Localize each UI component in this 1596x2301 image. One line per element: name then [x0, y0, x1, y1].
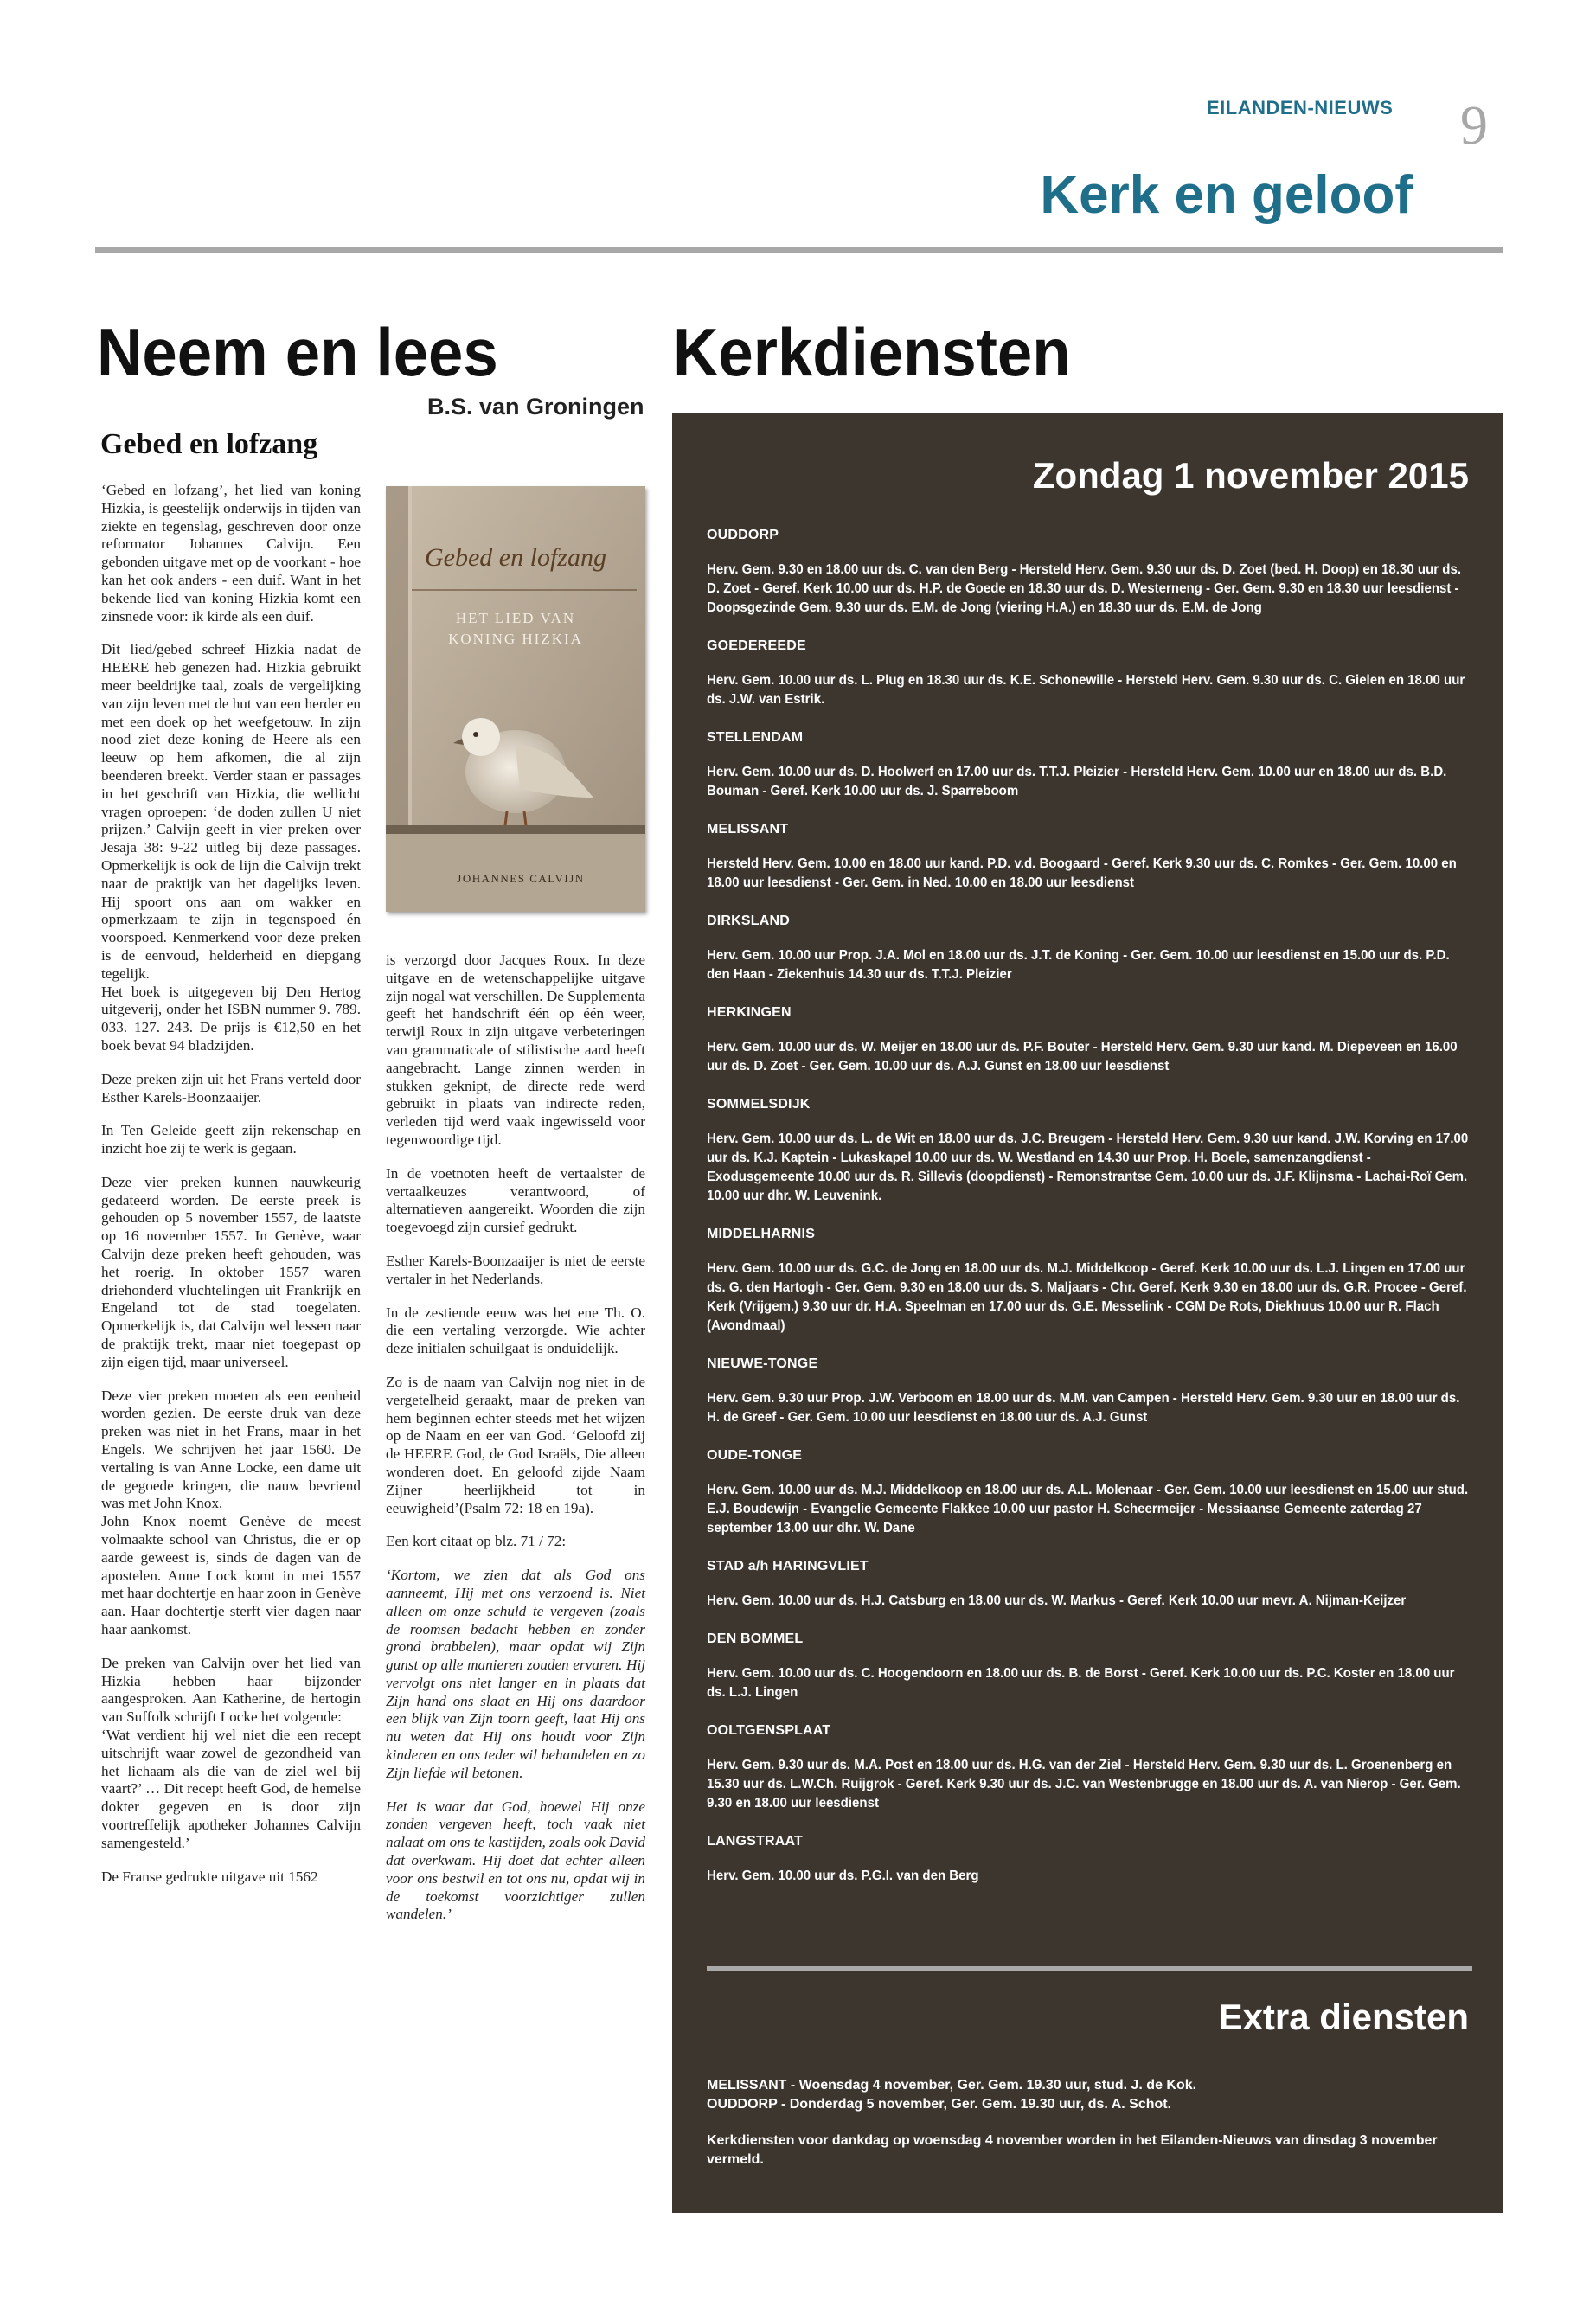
region-services: Herv. Gem. 9.30 en 18.00 uur ds. C. van den Berg - Hersteld Herv. Gem. 9.30 uur ds. D. Zoet (bed. H. Doop) en 18.30 uur ds. D. Zoet - Geref. Kerk 10.00 uur ds. H.P. de Goede en 18.30 uur ds. D. Westerneng - Ger. Gem. 9.30 en 18.30 uur leesdienst - Doopsgezinde Gem. 9.30 uur ds. E.M. de Jong (viering H.A.) en 18.30 uur ds. E.M. de Jong [707, 562, 1462, 615]
region-services: Herv. Gem. 10.00 uur ds. L. de Wit en 18.00 uur ds. J.C. Breugem - Hersteld Herv. Gem. 9.30 uur kand. J.W. Korving en 17.00 uur ds. K.J. Kaptein - Lukaskapel 10.00 uur ds. W. Westland en 14.30 uur Prop. H. Boele, samenzangdienst - Exodusgemeente 10.00 uur ds. R. Sillevis (doopdienst) - Remonstrantse Gem. 10.00 uur ds. J.F. Klijnsma - Lachai-Roï Gem. 10.00 uur dhr. W. Leuvenink. [707, 1131, 1469, 1203]
region-middelharnis [707, 1227, 1472, 1336]
paragraph: is verzorgd door Jacques Roux. In deze uitgave en de wetenschappelijke uitgave zijn nogal wat verschillen. De Supplementa geeft het handschrift één op één weer, terwijl Roux in zijn uitgave verbeteringen van grammaticale of stilistische aard heeft aangebracht. Lange zinnen werden in stukken geknipt, de directe rede werd gebruikt in plaats van indirecte reden, verleden tijd werd vaak ingewisseld voor tegenwoordige tijd. [386, 952, 645, 1148]
region-melissant [707, 822, 1472, 893]
region-name: DIRKSLAND [707, 913, 791, 928]
region-name: DEN BOMMEL [707, 1631, 804, 1646]
region-name: HERKINGEN [707, 1005, 792, 1020]
paragraph: Een kort citaat op blz. 71 / 72: [386, 1533, 567, 1550]
region-nieuwe-tonge [707, 1356, 1472, 1427]
article-subtitle: Gebed en lofzang [100, 428, 318, 460]
paragraph: Deze vier preken kunnen nauwkeurig gedateerd worden. De eerste preek is gehouden op 5 november 1557, de laatste op 16 november 1557. In Genève, waar Calvijn deze preken heeft gehouden, was het roerig. In oktober 1557 waren driehonderd vluchtelingen uit Frankrijk en Engeland tot de stad toegelaten. Opmerkelijk is, dat Calvijn wel lessen naar de praktijk trekt, maar niet toegepast op zijn eigen tijd, maar universeel. [101, 1173, 361, 1370]
region-services: Herv. Gem. 10.00 uur ds. D. Hoolwerf en 17.00 uur ds. T.T.J. Pleizier - Hersteld Herv. Gem. 10.00 uur en 18.00 uur ds. B.D. Bouman - Geref. Kerk 10.00 uur ds. J. Sparreboom [707, 765, 1447, 798]
service-list [707, 528, 1472, 1907]
paragraph: Het boek is uitgegeven bij Den Hertog uitgeverij, onder het ISBN nummer 9. 789. 033. 127. 243. De prijs is €12,50 en het boek bevat 94 bladzijden. [101, 983, 361, 1054]
region-name: MIDDELHARNIS [707, 1227, 816, 1241]
region-goedereede [707, 638, 1472, 709]
article-author: B.S. van Groningen [427, 394, 644, 420]
article-column-1 [101, 482, 361, 1901]
quote-text: Het is waar dat God, hoewel Hij onze zonden vergeven heeft, toch vaak niet nalaat om ons te kastijden, zoals ook David dat overkwam. Hij doet dat echter alleen voor ons bestwil en tot ons nu, opdat wij in de toekomst voorzichtiger zullen wandelen.’ [386, 1798, 645, 1923]
paragraph: In Ten Geleide geeft zijn rekenschap en inzicht hoe zij te werk is gegaan. [101, 1122, 361, 1157]
region-name: MELISSANT [707, 822, 789, 836]
region-services: Herv. Gem. 10.00 uur ds. H.J. Catsburg en 18.00 uur ds. W. Markus - Geref. Kerk 10.00 uur mevr. A. Nijman-Keijzer [707, 1593, 1407, 1608]
paragraph: ‘Gebed en lofzang’, het lied van koning Hizkia, is geestelijk onderwijs in tijden van ziekte en tegenslag, geschreven door onze reformator Johannes Calvijn. Een gebonden uitgave met op de voorkant - hoe kan het ook anders - een duif. Want in het bekende lied van koning Hizkia komt een zinsnede voor: ik kirde als een duif. [101, 482, 361, 625]
region-name: GOEDEREEDE [707, 638, 806, 653]
quote-text: ‘Kortom, we zien dat als God ons aanneemt, Hij met ons verzoend is. Niet alleen om onze schuld te vergeven (zoals de roomsen bedacht hebben en zonder grond brabbelen), maar opdat wij Zijn gunst op alle manieren zouden ervaren. Hij vervolgt ons niet langer en in plaats dat Zijn hand ons slaat en Hij ons daardoor een blijk van Zijn toorn geeft, laat Hij ons nu weten dat Hij ons houdt voor Zijn kinderen en ons teder wil behandelen en zo Zijn liefde wil betonen. [386, 1567, 645, 1781]
region-services: Herv. Gem. 10.00 uur ds. W. Meijer en 18.00 uur ds. P.F. Bouter - Hersteld Herv. Gem. 9.30 uur kand. M. Diepeveen en 16.00 uur ds. D. Zoet - Ger. Gem. 10.00 uur ds. A.J. Gunst en 18.00 uur leesdienst [707, 1040, 1458, 1074]
region-herkingen [707, 1005, 1472, 1076]
paragraph: In de zestiende eeuw was het ene Th. O. die een vertaling verzorgde. Wie achter deze initialen schuilgaat is onduidelijk. [386, 1304, 645, 1357]
region-stad-haringvliet [707, 1559, 1472, 1611]
service-date: Zondag 1 november 2015 [1032, 455, 1469, 496]
paragraph: De preken van Calvijn over het lied van Hizkia hebben haar bijzonder aangesproken. Aan Katherine, de hertogin van Suffolk schrijft Locke het volgende: [101, 1654, 361, 1726]
quote-paragraph [386, 1798, 645, 1925]
region-name: OOLTGENSPLAAT [707, 1723, 831, 1738]
extra-service-line: OUDDORP - Donderdag 5 november, Ger. Gem. 19.30 uur, ds. A. Schot. [707, 2097, 1172, 2112]
extra-services-list [707, 2076, 1472, 2170]
paragraph: Zo is de naam van Calvijn nog niet in de vergetelheid geraakt, maar de preken van hem beginnen echter steeds met het wijzen op de Naam en eer van God. ‘Geloofd zij de HEERE God, de God Israëls, Die alleen wonderen doet. En geloofd zijde Naam Zijner heerlijkheid tot in eeuwigheid’(Psalm 72: 18 en 19a). [386, 1373, 645, 1516]
region-dirksland [707, 913, 1472, 984]
article-title: Neem en lees [97, 314, 498, 390]
region-services: Herv. Gem. 10.00 uur ds. P.G.I. van den Berg [707, 1868, 979, 1883]
region-name: OUDDORP [707, 528, 779, 542]
region-name: OUDE-TONGE [707, 1448, 803, 1463]
article-column-2 [386, 952, 645, 1939]
paragraph: Deze vier preken moeten als een eenheid worden gezien. De eerste druk van deze preken was niet in het Frans, maar in het Engels. We schrijven het jaar 1560. De vertaling is van Anne Locke, een dame uit de gegoede kringen, die nauw bevriend was met John Knox. [101, 1387, 361, 1512]
extra-services-title: Extra diensten [1218, 1997, 1469, 2037]
divider [707, 1966, 1472, 1971]
region-services: Herv. Gem. 10.00 uur ds. C. Hoogendoorn en 18.00 uur ds. B. de Borst - Geref. Kerk 10.00 uur ds. P.C. Koster en 18.00 uur ds. L.J. Lingen [707, 1666, 1455, 1700]
region-name: SOMMELSDIJK [707, 1097, 811, 1112]
kerkdiensten-title: Kerkdiensten [673, 314, 1071, 390]
paragraph: Dit lied/gebed schreef Hizkia nadat de HEERE heb genezen had. Hizkia gebruikt meer beeldrijke taal, zoals de vergelijking van zijn leven met de hut van een herder en met een doek op het weefgetouw. In zijn nood ziet deze koning de Heere als een leeuw op hem afkomen, die al zijn beenderen breekt. Verder staan er passages in het geschrift van Hizkia, die wellicht vragen oproepen: ‘de doden zullen U niet prijzen.’ Calvijn geeft in vier preken over Jesaja 38: 9-22 uitleg bij deze passages. Opmerkelijk is ook de lijn die Calvijn trekt naar de praktijk van het dagelijks leven. Hij spoort ons aan om wakker en opmerkzaam te zijn in tegenspoed én voorspoed. Kenmerkend voor deze preken is de eenvoud, helderheid en diepgang tegelijk. [101, 641, 361, 982]
quote-paragraph [386, 1567, 645, 1783]
paragraph: ‘Wat verdient hij wel niet die een recept uitschrijft waar zowel de gezondheid van het lichaam als die van de ziel wel bij vaart?’ … Dit recept heeft God, de hemelse dokter gegeven en is door zijn voortreffelijk apotheker Johannes Calvijn samengesteld.’ [101, 1727, 361, 1851]
paragraph: De Franse gedrukte uitgave uit 1562 [101, 1868, 318, 1885]
region-den-bommel [707, 1631, 1472, 1702]
region-services: Hersteld Herv. Gem. 10.00 en 18.00 uur kand. P.D. v.d. Boogaard - Geref. Kerk 9.30 uur ds. C. Romkes - Ger. Gem. 10.00 en 18.00 uur leesdienst - Ger. Gem. in Ned. 10.00 en 18.00 uur leesdienst [707, 856, 1457, 890]
section-title: Kerk en geloof [1040, 165, 1413, 225]
book-cover-subtitle-1: HET LIED VAN [455, 610, 576, 626]
region-name: STELLENDAM [707, 730, 804, 745]
paragraph: Esther Karels-Boonzaaijer is niet de eerste vertaler in het Nederlands. [386, 1252, 645, 1287]
region-name: LANGSTRAAT [707, 1834, 804, 1849]
region-services: Herv. Gem. 9.30 uur Prop. J.W. Verboom en 18.00 uur ds. M.M. van Campen - Hersteld Herv. Gem. 9.30 uur en 18.00 uur ds. H. de Greef - Ger. Gem. 10.00 uur leesdienst en 18.00 uur ds. A.J. Gunst [707, 1391, 1460, 1425]
region-langstraat [707, 1834, 1472, 1886]
region-services: Herv. Gem. 9.30 uur ds. M.A. Post en 18.00 uur ds. H.G. van der Ziel - Hersteld Herv. Gem. 9.30 uur ds. L. Groenenberg en 15.30 uur ds. L.W.Ch. Ruijgrok - Geref. Kerk 9.30 uur ds. J.C. van Westenbrugge en 18.00 uur ds. A. van Nierop - Ger. Gem. 9.30 en 18.00 uur leesdienst [707, 1758, 1461, 1811]
region-name: NIEUWE-TONGE [707, 1356, 818, 1371]
extra-services-note: Kerkdiensten voor dankdag op woensdag 4 november worden in het Eilanden-Nieuws van dinsdag 3 november vermeld. [707, 2133, 1438, 2167]
region-services: Herv. Gem. 10.00 uur ds. L. Plug en 18.30 uur ds. K.E. Schonewille - Hersteld Herv. Gem. 9.30 uur ds. C. Gielen en 18.00 uur ds. J.W. van Estrik. [707, 673, 1465, 707]
region-ooltgensplaat [707, 1723, 1472, 1813]
paragraph: Deze preken zijn uit het Frans verteld door Esther Karels-Boonzaaijer. [101, 1070, 361, 1106]
paragraph: In de voetnoten heeft de vertaalster de vertaalkeuzes verantwoord, of alternatieven aangereikt. Woorden die zijn toegevoegd zijn cursief gedrukt. [386, 1164, 645, 1236]
region-stellendam [707, 730, 1472, 801]
region-oude-tonge [707, 1448, 1472, 1538]
masthead: EILANDEN-NIEUWS [1207, 97, 1394, 119]
book-cover-image [386, 486, 645, 912]
region-services: Herv. Gem. 10.00 uur ds. G.C. de Jong en 18.00 uur ds. M.J. Middelkoop - Geref. Kerk 10.00 uur ds. L.J. Lingen en 17.00 uur ds. G. den Hartogh - Ger. Gem. 9.30 en 18.00 uur ds. S. Maljaars - Chr. Geref. Kerk 9.30 en 18.00 uur ds. G.R. Procee - Geref. Kerk (Vrijgem.) 9.30 uur dr. H.A. Speelman en 17.00 uur ds. G.E. Messelink - CGM De Rots, Diekhuus 10.00 uur R. Flach (Avondmaal) [707, 1261, 1467, 1333]
extra-service-line: MELISSANT - Woensdag 4 november, Ger. Gem. 19.30 uur, stud. J. de Kok. [707, 2078, 1197, 2093]
paragraph: John Knox noemt Genève de meest volmaakte school van Christus, die er op aarde geweest is, sinds de dagen van de apostelen. Anne Lock komt in mei 1557 met haar dochtertje en haar zoon in Genève aan. Haar dochtertje sterft vier dagen naar haar aankomst. [101, 1513, 361, 1638]
book-cover-title: Gebed en lofzang [425, 543, 606, 572]
region-services: Herv. Gem. 10.00 uur Prop. J.A. Mol en 18.00 uur ds. J.T. de Koning - Ger. Gem. 10.00 uur leesdienst en 15.00 uur ds. P.D. den Haan - Ziekenhuis 14.30 uur ds. T.T.J. Pleizier [707, 948, 1450, 982]
page-number: 9 [1460, 94, 1488, 156]
region-name: STAD a/h HARINGVLIET [707, 1559, 869, 1574]
book-cover-subtitle-2: KONING HIZKIA [448, 631, 583, 647]
book-cover-author: JOHANNES CALVIJN [457, 872, 585, 885]
region-ouddorp [707, 528, 1472, 618]
region-services: Herv. Gem. 10.00 uur ds. M.J. Middelkoop en 18.00 uur ds. A.L. Molenaar - Ger. Gem. 10.00 uur leesdienst en 15.00 uur stud. E.J. Boudewijn - Evangelie Gemeente Flakkee 10.00 uur pastor H. Scheermeijer - Messiaanse Gemeente zaterdag 27 september 13.00 uur dhr. W. Dane [707, 1483, 1469, 1535]
region-sommelsdijk [707, 1097, 1472, 1206]
header-rule [95, 247, 1503, 253]
kerkdiensten-box [672, 413, 1503, 2213]
